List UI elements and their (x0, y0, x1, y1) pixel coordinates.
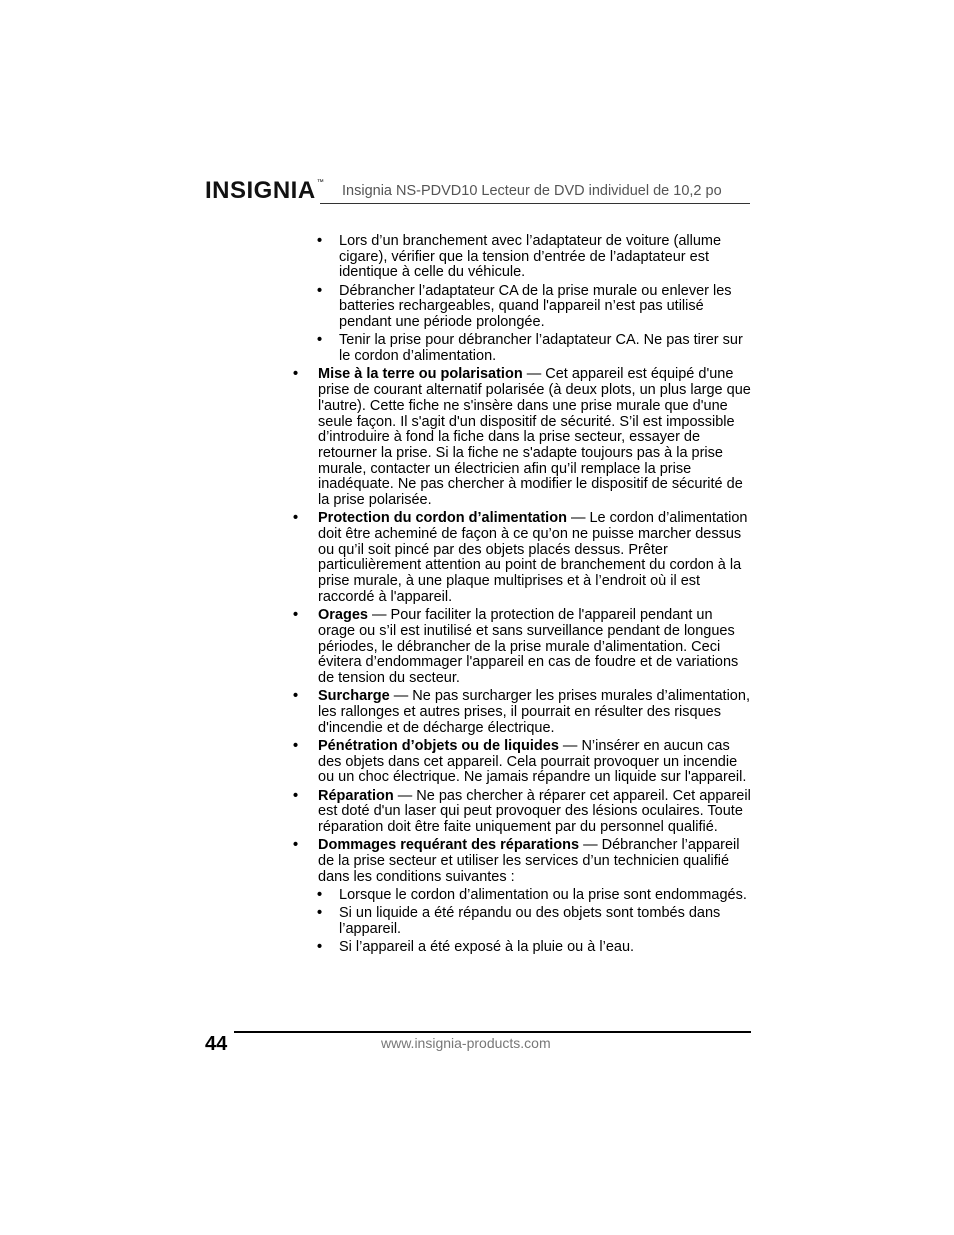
bullet-icon: • (293, 787, 299, 804)
bullet-icon: • (317, 905, 323, 922)
bullet-text (318, 837, 739, 884)
bullet-body: — Ne pas surcharger les prises murales d’alimentation, les rallonges et autres prises, il pourrait en résulter des risques d'incendie et de décharge électrique. (318, 688, 750, 736)
bullet-body: Lorsque le cordon d’alimentation ou la prise sont endommagés. (339, 887, 747, 904)
footer-url-link[interactable]: www.insignia-products.com (381, 1035, 551, 1051)
bullet-text (339, 283, 732, 330)
bullet-icon: • (317, 332, 323, 349)
bullet-icon: • (293, 607, 299, 624)
bullet-icon: • (317, 939, 323, 956)
bullet-icon: • (293, 737, 299, 754)
header-title: Insignia NS-PDVD10 Lecteur de DVD individuel de 10,2 po (342, 183, 722, 199)
bullet-body: Tenir la prise pour débrancher l’adaptateur CA. Ne pas tirer sur le cordon d’alimentation. (339, 332, 743, 365)
bullet-body: — Débrancher l’appareil de la prise secteur et utiliser les services d’un technicien qualifié dans les conditions suivantes : (318, 837, 740, 885)
bullet-item (290, 689, 752, 736)
bullet-text (339, 939, 634, 955)
bullet-heading: Pénétration d’objets ou de liquides (318, 737, 559, 754)
bullet-icon: • (317, 887, 323, 904)
bullet-heading: Réparation (318, 787, 394, 804)
bullet-text (339, 887, 747, 903)
bullet-text (318, 366, 751, 508)
bullet-icon: • (293, 510, 299, 527)
sub-bullet-item (290, 940, 752, 956)
bullet-heading: Surcharge (318, 688, 390, 705)
bullet-item (290, 608, 752, 687)
safety-instructions-list (290, 234, 752, 959)
logo-text: INSIGNIA (205, 177, 316, 204)
bullet-heading: Mise à la terre ou polarisation (318, 366, 523, 383)
bullet-icon: • (293, 837, 299, 854)
bullet-body: — Cet appareil est équipé d'une prise de courant alternatif polarisée (à deux plots, un plus large que l'autre). Cette fiche ne s'insère dans une prise murale que d'une seule façon. Il s'agit d'un dispositif de sécurité. S’il est impossible d’introduire à fond la fiche dans la prise secteur, essayer de retourner la prise. Si la fiche ne s'adapte toujours pas à la prise murale, contacter un électricien afin qu’il remplace la prise inadéquate. Ne pas chercher à modifier le dispositif de sécurité de la prise polarisée. (318, 366, 751, 509)
bullet-icon: • (317, 282, 323, 299)
page-number: 44 (205, 1033, 228, 1055)
bullet-text (339, 905, 720, 937)
bullet-text (318, 738, 746, 785)
bullet-text (339, 233, 721, 280)
sub-bullet-item (290, 234, 752, 281)
insignia-logo (205, 179, 324, 203)
bullet-icon: • (317, 233, 323, 249)
bullet-text (318, 688, 750, 735)
bullet-icon: • (293, 688, 299, 705)
header-divider (320, 203, 750, 204)
bullet-body: — N’insérer en aucun cas des objets dans cet appareil. Cela pourrait provoquer un incendie ou un choc électrique. Ne jamais répandre un liquide sur l'appareil. (318, 737, 747, 786)
bullet-body: — Pour faciliter la protection de l'appareil pendant un orage ou s’il est inutilisé et sans surveillance pendant de longues périodes, le débrancher de la prise murale d’alimentation. Ceci évitera d’endommager l'appareil en cas de foudre et de variations de tension du secteur. (318, 607, 739, 686)
sub-bullet-item (290, 888, 752, 904)
trademark-symbol: ™ (316, 179, 325, 186)
bullet-body: Si un liquide a été répandu ou des objets sont tombés dans l’appareil. (339, 905, 721, 938)
bullet-item (290, 367, 752, 508)
bullet-text (339, 332, 743, 364)
bullet-text (318, 510, 747, 605)
bullet-body: — Ne pas chercher à réparer cet appareil. Cet appareil est doté d'un laser qui peut provoquer des lésions oculaires. Toute réparation doit être faite uniquement par du personnel qualifié. (318, 787, 751, 836)
bullet-item (290, 511, 752, 605)
bullet-text (318, 607, 738, 686)
bullet-body: Lors d’un branchement avec l’adaptateur de voiture (allume cigare), vérifier que la tension d’entrée de l’adaptateur est identique à celle du véhicule. (339, 233, 722, 281)
bullet-item (290, 789, 752, 836)
sub-bullet-item (290, 284, 752, 331)
footer-divider (234, 1031, 751, 1033)
bullet-item (290, 739, 752, 786)
bullet-body: Si l’appareil a été exposé à la pluie ou à l’eau. (339, 939, 635, 956)
sub-bullet-item (290, 333, 752, 364)
bullet-icon: • (293, 366, 299, 383)
bullet-item (290, 838, 752, 885)
bullet-body: Débrancher l’adaptateur CA de la prise murale ou enlever les batteries rechargeables, quand l'appareil n’est pas utilisé pendant une période prolongée. (339, 282, 732, 331)
bullet-heading: Orages (318, 607, 368, 624)
bullet-text (318, 788, 751, 835)
bullet-heading: Dommages requérant des réparations (318, 837, 580, 854)
bullet-heading: Protection du cordon d’alimentation (318, 510, 567, 527)
sub-bullet-item (290, 906, 752, 937)
bullet-body: — Le cordon d’alimentation doit être acheminé de façon à ce qu’on ne puisse marcher dessus ou qu’il soit pincé par des objets placés dessus. Prêter particulièrement attention au point de branchement du cordon à la prise murale, à une plaque multiprises et à l’endroit où il est raccordé à l'appareil. (318, 510, 748, 605)
